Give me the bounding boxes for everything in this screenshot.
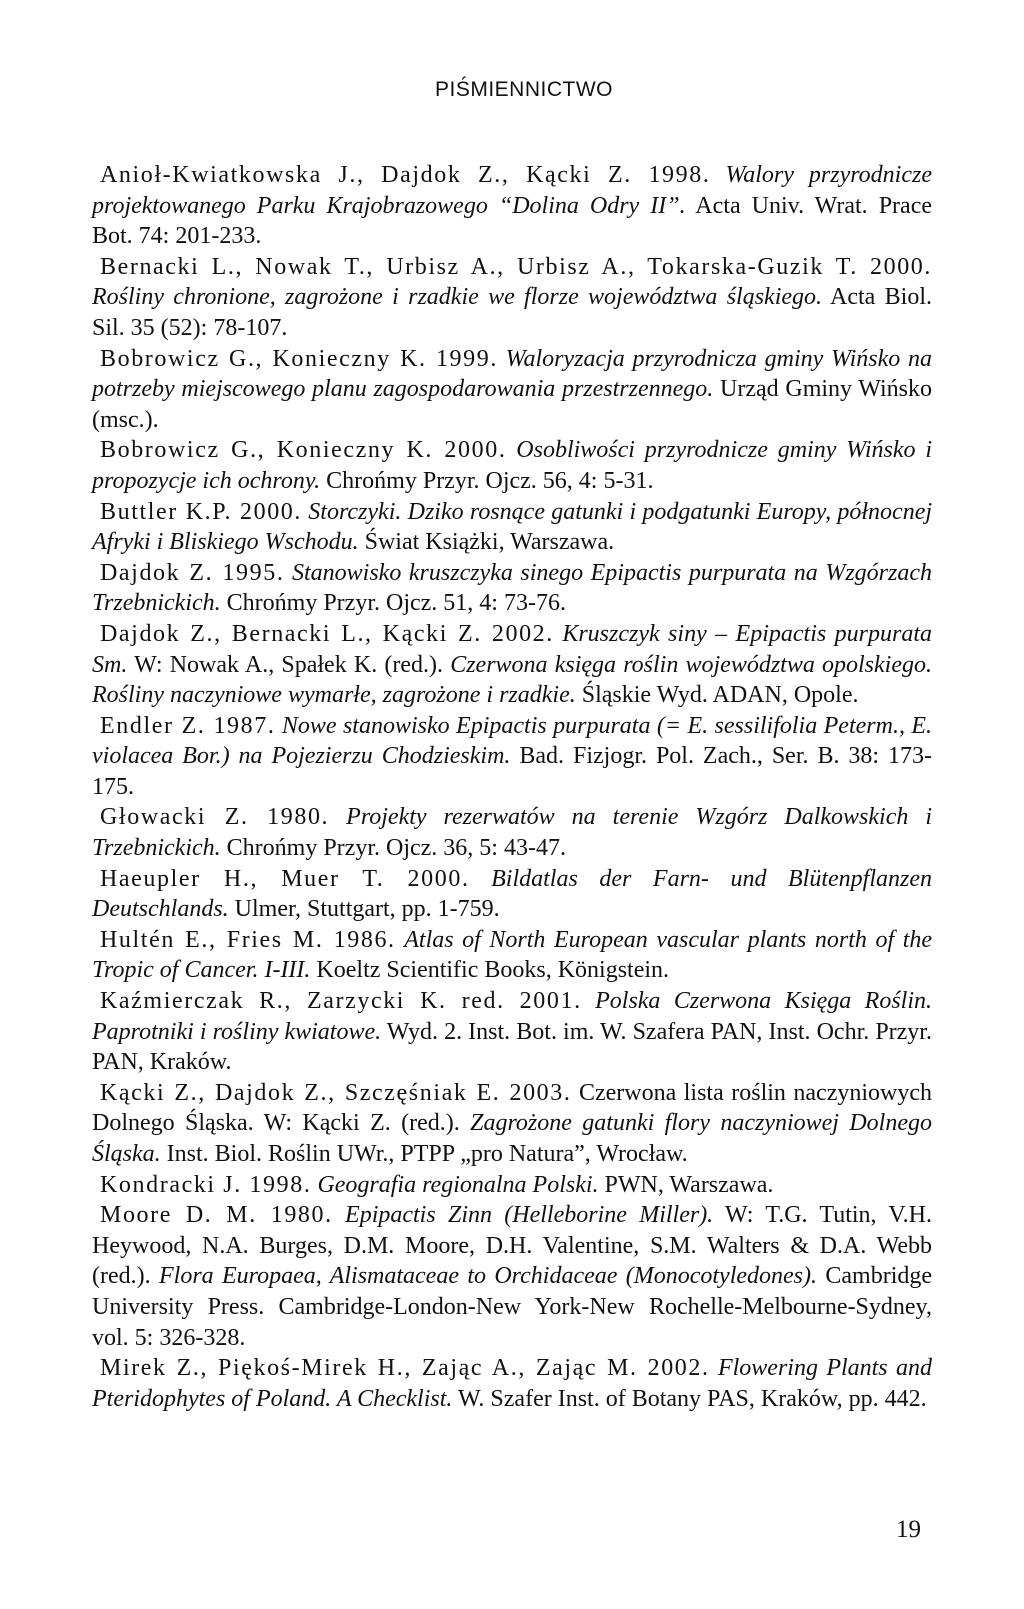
reference-details: Chrońmy Przyr. Ojcz. 51, 4: 73-76. bbox=[226, 590, 566, 617]
reference-title: Geografia regionalna Polski. bbox=[317, 1171, 599, 1198]
reference-title: Czerwona księga roślin województwa opolskiego. Rośliny naczyniowe wymarłe, zagrożone i rzadkie. bbox=[92, 651, 932, 709]
reference-authors: Mirek Z., Piękoś-Mirek H., Zając A., Zając M. 2002. bbox=[100, 1355, 710, 1382]
reference-details: Urząd Gminy Wińsko (msc.). bbox=[92, 376, 933, 433]
reference-authors: Anioł-Kwiatkowska J., Dajdok Z., Kącki Z. 1998. bbox=[100, 162, 711, 188]
reference-authors: Buttler K.P. 2000. bbox=[100, 498, 303, 525]
reference-title: Rośliny chronione, zagrożone i rzadkie we florze województwa śląskiego. bbox=[92, 284, 823, 311]
reference-details: Czerwona lista roślin naczyniowych Dolnego Śląska. W: Kącki Z. (red.). bbox=[92, 1079, 933, 1137]
reference-details: W. Szafer Inst. of Botany PAS, Kraków, pp. 442. bbox=[457, 1385, 927, 1412]
reference-entry bbox=[92, 711, 932, 803]
reference-authors: Kondracki J. 1998. bbox=[100, 1171, 312, 1198]
reference-details: Inst. Biol. Roślin UWr., PTPP „pro Natura”, Wrocław. bbox=[166, 1141, 688, 1167]
reference-title: Bildatlas der Farn- und Blütenpflanzen Deutschlands. bbox=[92, 865, 933, 923]
reference-details: Acta Biol. Sil. 35 (52): 78-107. bbox=[92, 284, 932, 341]
reference-title: Osobliwości przyrodnicze gminy Wińsko i propozycje ich ochrony. bbox=[92, 437, 932, 494]
reference-details: Koeltz Scientific Books, Königstein. bbox=[316, 957, 670, 984]
reference-authors: Haeupler H., Muer T. 2000. bbox=[100, 865, 470, 892]
reference-title: Stanowisko kruszczyka sinego Epipactis purpurata na Wzgórzach Trzebnickich. bbox=[92, 559, 932, 617]
reference-entry bbox=[92, 344, 932, 436]
reference-title: Atlas of North European vascular plants north of the Tropic of Cancer. I-III. bbox=[92, 926, 933, 984]
reference-entry bbox=[92, 1353, 932, 1414]
reference-entry bbox=[92, 864, 932, 925]
reference-details: Chrońmy Przyr. Ojcz. 56, 4: 5-31. bbox=[326, 467, 654, 494]
reference-title: Zagrożone gatunki flory naczyniowej Dolnego Śląska. bbox=[92, 1110, 932, 1167]
reference-details: W: Nowak A., Spałek K. (red.). bbox=[134, 651, 443, 678]
reference-entry bbox=[92, 619, 932, 711]
reference-entry bbox=[92, 252, 932, 344]
reference-entry bbox=[92, 986, 932, 1078]
reference-entry bbox=[92, 1200, 932, 1353]
reference-entry bbox=[92, 160, 932, 252]
reference-details: Chrońmy Przyr. Ojcz. 36, 5: 43-47. bbox=[226, 835, 566, 862]
reference-authors: Moore D. M. 1980. bbox=[100, 1202, 333, 1229]
reference-entry bbox=[92, 1170, 932, 1201]
reference-details: Ulmer, Stuttgart, pp. 1-759. bbox=[234, 896, 500, 923]
reference-title: Walory przyrodnicze projektowanego Parku Krajobrazowego “Dolina Odry II”. bbox=[92, 162, 932, 219]
reference-title: Flowering Plants and Pteridophytes of Poland. A Checklist. bbox=[92, 1355, 932, 1412]
reference-authors: Bobrowicz G., Konieczny K. 2000. bbox=[100, 437, 507, 464]
reference-authors: Bobrowicz G., Konieczny K. 1999. bbox=[100, 345, 498, 372]
reference-authors: Dajdok Z., Bernacki L., Kącki Z. 2002. bbox=[100, 620, 554, 647]
reference-authors: Głowacki Z. 1980. bbox=[100, 804, 330, 831]
reference-authors: Kącki Z., Dajdok Z., Szczęśniak E. 2003. bbox=[100, 1079, 572, 1106]
reference-authors: Bernacki L., Nowak T., Urbisz A., Urbisz A., Tokarska-Guzik T. 2000. bbox=[100, 253, 932, 280]
reference-details: Acta Univ. Wrat. Prace Bot. 74: 201-233. bbox=[92, 192, 932, 250]
reference-details: Świat Książki, Warszawa. bbox=[364, 529, 615, 556]
reference-title: Storczyki. Dziko rosnące gatunki i podgatunki Europy, północnej Afryki i Bliskiego Wschodu. bbox=[92, 498, 933, 556]
reference-entry bbox=[92, 558, 932, 619]
reference-details: Cambridge University Press. Cambridge-London-New York-New Rochelle-Melbourne-Sydney, vol. 5: 326-328. bbox=[92, 1263, 933, 1351]
page-heading: PIŚMIENNICTWO bbox=[435, 78, 613, 101]
reference-entry bbox=[92, 1078, 932, 1170]
reference-authors: Kaźmierczak R., Zarzycki K. red. 2001. bbox=[100, 988, 582, 1015]
reference-authors: Dajdok Z. 1995. bbox=[100, 559, 285, 586]
reference-authors: Endler Z. 1987. bbox=[100, 712, 276, 739]
page bbox=[92, 78, 932, 1414]
reference-authors: Hultén E., Fries M. 1986. bbox=[100, 926, 396, 953]
reference-title: Projekty rezerwatów na terenie Wzgórz Dalkowskich i Trzebnickich. bbox=[92, 804, 933, 862]
reference-list bbox=[92, 160, 932, 1414]
reference-entry bbox=[92, 925, 932, 986]
reference-details: Wyd. 2. Inst. Bot. im. W. Szafera PAN, Inst. Ochr. Przyr. PAN, Kraków. bbox=[92, 1018, 932, 1076]
reference-title: Waloryzacja przyrodnicza gminy Wińsko na potrzeby miejscowego planu zagospodarowania przestrzennego. bbox=[92, 345, 932, 403]
reference-details: PWN, Warszawa. bbox=[604, 1171, 774, 1198]
reference-title: Epipactis Zinn (Helleborine Miller). bbox=[345, 1202, 714, 1229]
page-number: 19 bbox=[896, 1516, 921, 1543]
reference-entry bbox=[92, 497, 932, 558]
reference-entry bbox=[92, 802, 932, 863]
reference-title: Kruszczyk siny – Epipactis purpurata Sm. bbox=[92, 620, 932, 678]
reference-entry bbox=[92, 435, 932, 496]
reference-details: W: T.G. Tutin, V.H. Heywood, N.A. Burges, D.M. Moore, D.H. Valentine, S.M. Walters & D.A. Webb (red.). bbox=[92, 1202, 932, 1290]
reference-details: Śląskie Wyd. ADAN, Opole. bbox=[581, 682, 859, 709]
reference-title: Flora Europaea, Alismataceae to Orchidaceae (Monocotyledones). bbox=[159, 1263, 818, 1290]
reference-details: Bad. Fizjogr. Pol. Zach., Ser. B. 38: 173-175. bbox=[92, 743, 933, 800]
reference-title: Nowe stanowisko Epipactis purpurata (= E. sessilifolia Peterm., E. violacea Bor.) na Pojezierzu Chodzieskim. bbox=[92, 712, 933, 770]
reference-title: Polska Czerwona Księga Roślin. Paprotniki i rośliny kwiatowe. bbox=[92, 988, 933, 1045]
